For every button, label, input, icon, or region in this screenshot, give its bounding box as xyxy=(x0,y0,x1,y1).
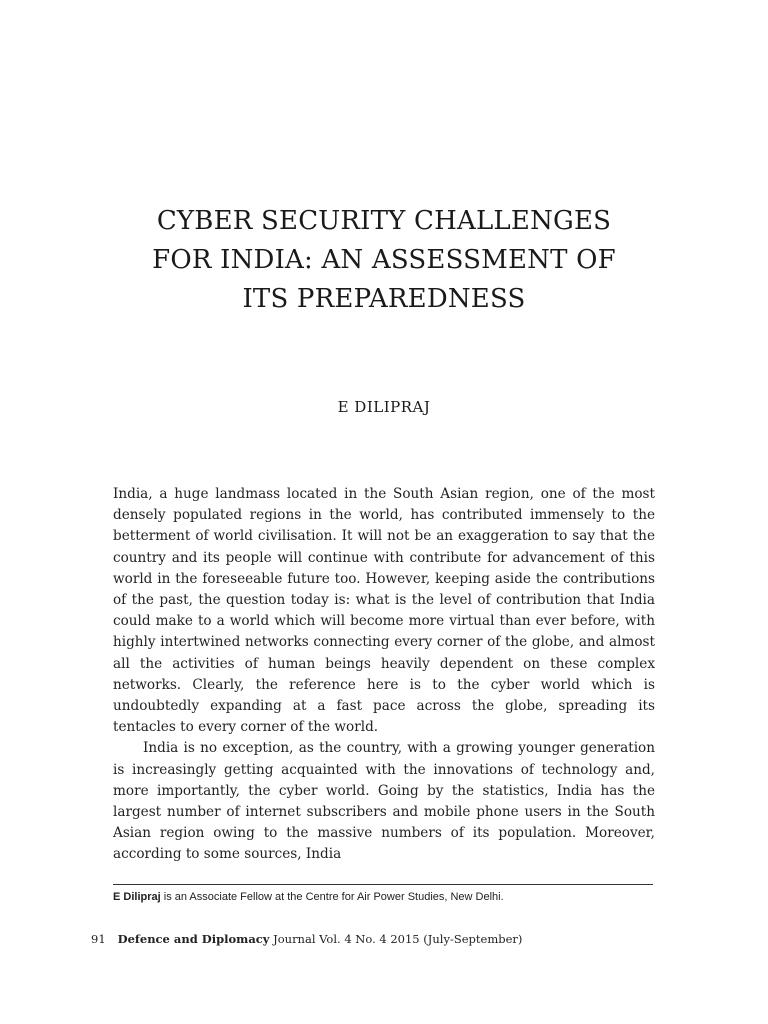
title-line: FOR INDIA: AN ASSESSMENT OF xyxy=(152,245,616,275)
journal-name: Defence and Diplomacy xyxy=(117,932,270,946)
body-paragraph: India is no exception, as the country, with a growing younger generation is increasingly getting acquainted with the innovations of technology and, more importantly, the cyber world. Going by the statistics, India has the largest number of internet subscribers and mobile phone users in the South Asian region owing to the massive numbers of its population. Moreover, according to some sources, India xyxy=(113,740,655,863)
footnote-text: is an Associate Fellow at the Centre for Air Power Studies, New Delhi. xyxy=(160,891,504,903)
page-number: 91 xyxy=(91,932,106,946)
footnote-divider xyxy=(113,884,653,885)
article-title xyxy=(100,202,668,319)
journal-issue: Journal Vol. 4 No. 4 2015 (July-September) xyxy=(269,932,523,946)
article-body xyxy=(113,484,655,866)
author-footnote xyxy=(113,889,673,905)
footnote-author-name: E Dilipraj xyxy=(113,891,161,903)
title-line: ITS PREPAREDNESS xyxy=(242,284,526,314)
body-paragraph: India, a huge landmass located in the South Asian region, one of the most densely populated regions in the world, has contributed immensely to the betterment of world civilisation. It will not be an exaggeration to say that the country and its people will continue with contribute for advancement of this world in the foreseeable future too. However, keeping aside the contributions of the past, the question today is: what is the level of contribution that India could make to a world which will become more virtual than ever before, with highly intertwined networks connecting every corner of the globe, and almost all the activities of human beings heavily dependent on these complex networks. Clearly, the reference here is to the cyber world which is undoubtedly expanding at a fast pace across the globe, spreading its tentacles to every corner of the world. xyxy=(113,486,655,736)
author-name: E DILIPRAJ xyxy=(337,398,431,416)
page-footer xyxy=(91,932,691,946)
title-line: CYBER SECURITY CHALLENGES xyxy=(156,206,612,236)
